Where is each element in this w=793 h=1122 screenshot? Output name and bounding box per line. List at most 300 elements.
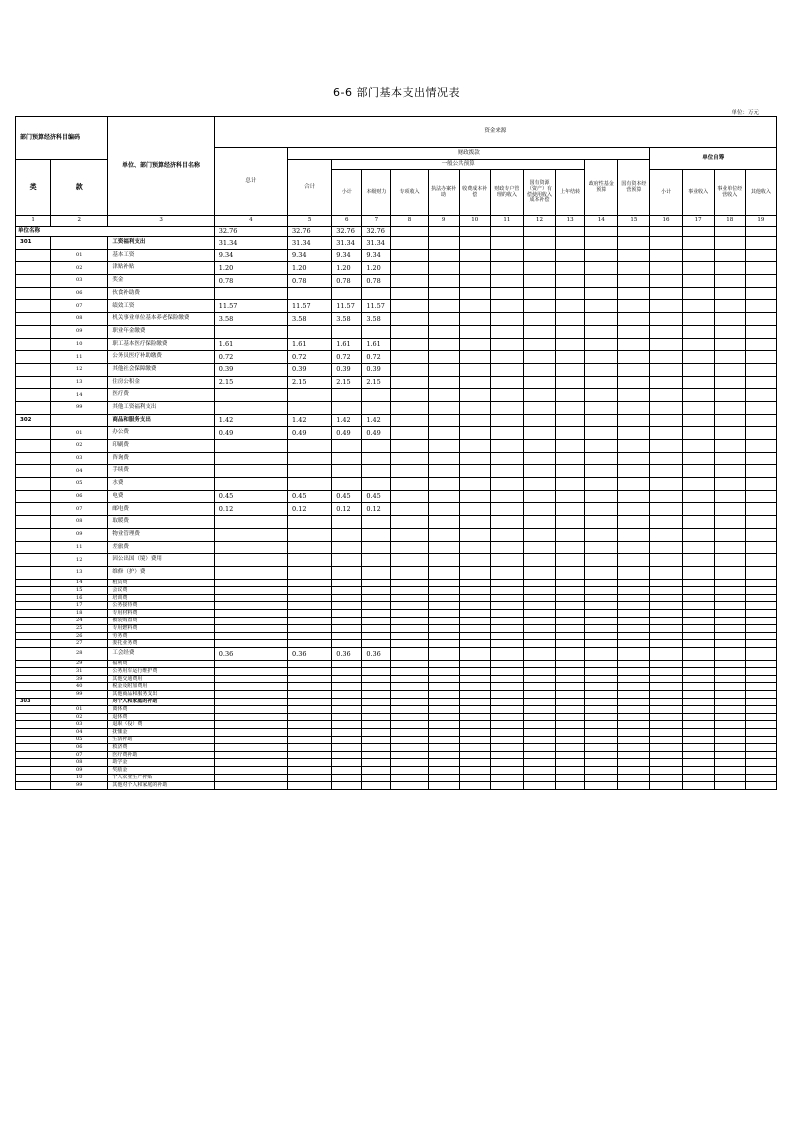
total-value bbox=[214, 683, 287, 691]
column-number: 6 bbox=[332, 216, 362, 227]
total-value: 31.34 bbox=[214, 237, 287, 250]
kuan-code: 14 bbox=[51, 579, 108, 587]
heji-value bbox=[288, 609, 332, 617]
benji-value: 9.34 bbox=[362, 249, 391, 262]
empty-cell bbox=[618, 262, 650, 275]
unit-xiaoji: 32.76 bbox=[332, 227, 362, 237]
empty-cell bbox=[523, 566, 555, 579]
table-row bbox=[16, 706, 777, 714]
item-name: 租赁费 bbox=[108, 579, 214, 587]
empty-cell bbox=[428, 587, 459, 595]
empty-cell bbox=[391, 262, 428, 275]
empty-cell bbox=[459, 503, 490, 516]
heji-value bbox=[288, 713, 332, 721]
empty-cell bbox=[618, 503, 650, 516]
empty-cell bbox=[585, 617, 618, 625]
kuan-code: 18 bbox=[51, 609, 108, 617]
empty-cell bbox=[523, 728, 555, 736]
table-row bbox=[16, 640, 777, 648]
kuan-code: 17 bbox=[51, 602, 108, 610]
empty-cell bbox=[714, 313, 745, 326]
empty-cell bbox=[585, 609, 618, 617]
xiaoji-value bbox=[332, 452, 362, 465]
table-row bbox=[16, 389, 777, 402]
empty-cell bbox=[428, 262, 459, 275]
empty-cell bbox=[523, 528, 555, 541]
heji-value bbox=[288, 736, 332, 744]
lei-code bbox=[16, 602, 51, 610]
xiaoji-value bbox=[332, 602, 362, 610]
total-value bbox=[214, 617, 287, 625]
total-value bbox=[214, 744, 287, 752]
column-number: 11 bbox=[490, 216, 523, 227]
empty-cell bbox=[556, 528, 585, 541]
total-value bbox=[214, 440, 287, 453]
empty-cell bbox=[714, 490, 745, 503]
empty-cell bbox=[585, 376, 618, 389]
empty-cell bbox=[650, 617, 682, 625]
heji-value bbox=[288, 782, 332, 790]
empty-cell bbox=[585, 647, 618, 660]
empty-cell bbox=[714, 751, 745, 759]
empty-cell bbox=[490, 516, 523, 529]
lei-code bbox=[16, 668, 51, 676]
empty-cell bbox=[745, 262, 776, 275]
benji-value bbox=[362, 632, 391, 640]
xiaoji-value bbox=[332, 640, 362, 648]
heji-value bbox=[288, 698, 332, 706]
empty-cell bbox=[745, 782, 776, 790]
header-fiscal: 财政拨款 bbox=[288, 148, 650, 160]
empty-cell bbox=[650, 325, 682, 338]
heji-value bbox=[288, 465, 332, 478]
empty-cell bbox=[459, 617, 490, 625]
item-name: 离休费 bbox=[108, 706, 214, 714]
item-name: 其他交通费用 bbox=[108, 675, 214, 683]
table-row bbox=[16, 313, 777, 326]
empty-cell bbox=[745, 541, 776, 554]
empty-cell bbox=[650, 237, 682, 250]
header-zhifa: 执法办案补助 bbox=[428, 170, 459, 216]
empty-cell bbox=[459, 782, 490, 790]
empty-cell bbox=[745, 774, 776, 782]
table-row bbox=[16, 452, 777, 465]
empty-cell bbox=[428, 541, 459, 554]
heji-value bbox=[288, 706, 332, 714]
empty-cell bbox=[428, 579, 459, 587]
heji-value: 0.36 bbox=[288, 647, 332, 660]
empty-cell bbox=[618, 698, 650, 706]
empty-cell bbox=[745, 452, 776, 465]
heji-value bbox=[288, 660, 332, 668]
empty-cell bbox=[556, 744, 585, 752]
kuan-code: 29 bbox=[51, 660, 108, 668]
total-value: 2.15 bbox=[214, 376, 287, 389]
empty-cell bbox=[682, 706, 714, 714]
empty-cell bbox=[714, 325, 745, 338]
total-value: 0.12 bbox=[214, 503, 287, 516]
item-name: 公务员医疗补助缴费 bbox=[108, 351, 214, 364]
xiaoji-value: 31.34 bbox=[332, 237, 362, 250]
empty-cell bbox=[682, 751, 714, 759]
empty-cell bbox=[714, 706, 745, 714]
empty-cell bbox=[745, 566, 776, 579]
heji-value bbox=[288, 602, 332, 610]
empty-cell bbox=[682, 587, 714, 595]
empty-cell bbox=[650, 736, 682, 744]
empty-cell bbox=[490, 617, 523, 625]
empty-cell bbox=[490, 632, 523, 640]
item-name: 绩效工资 bbox=[108, 300, 214, 313]
empty-cell bbox=[618, 275, 650, 288]
item-name: 助学金 bbox=[108, 759, 214, 767]
empty-cell bbox=[745, 440, 776, 453]
header-kuan: 款 bbox=[51, 160, 108, 216]
empty-cell bbox=[459, 566, 490, 579]
benji-value bbox=[362, 617, 391, 625]
xiaoji-value bbox=[332, 721, 362, 729]
empty-cell bbox=[714, 632, 745, 640]
empty-cell bbox=[618, 452, 650, 465]
empty-cell bbox=[745, 683, 776, 691]
empty-cell bbox=[391, 617, 428, 625]
empty-cell bbox=[391, 706, 428, 714]
xiaoji-value bbox=[332, 389, 362, 402]
empty-cell bbox=[585, 300, 618, 313]
total-value bbox=[214, 625, 287, 633]
item-name: 抚恤金 bbox=[108, 728, 214, 736]
empty-cell bbox=[490, 376, 523, 389]
heji-value: 0.45 bbox=[288, 490, 332, 503]
empty-cell bbox=[459, 389, 490, 402]
empty-cell bbox=[556, 706, 585, 714]
empty-cell bbox=[428, 300, 459, 313]
empty-cell bbox=[714, 478, 745, 491]
empty-cell bbox=[459, 579, 490, 587]
item-name: 税金及附加费用 bbox=[108, 683, 214, 691]
xiaoji-value bbox=[332, 668, 362, 676]
empty-cell bbox=[714, 566, 745, 579]
empty-cell bbox=[556, 389, 585, 402]
empty-cell bbox=[459, 338, 490, 351]
xiaoji-value: 1.20 bbox=[332, 262, 362, 275]
empty-cell bbox=[650, 675, 682, 683]
empty-cell bbox=[428, 640, 459, 648]
header-xiaoji2: 小计 bbox=[650, 170, 682, 216]
table-row bbox=[16, 325, 777, 338]
empty-cell bbox=[523, 313, 555, 326]
empty-cell bbox=[682, 744, 714, 752]
table-row bbox=[16, 300, 777, 313]
kuan-code: 08 bbox=[51, 759, 108, 767]
empty-cell bbox=[618, 744, 650, 752]
empty-cell bbox=[523, 427, 555, 440]
empty-cell bbox=[428, 503, 459, 516]
empty-cell bbox=[714, 640, 745, 648]
empty-cell bbox=[556, 690, 585, 698]
table-row bbox=[16, 249, 777, 262]
empty-cell bbox=[391, 503, 428, 516]
heji-value: 31.34 bbox=[288, 237, 332, 250]
empty-cell bbox=[745, 736, 776, 744]
lei-code bbox=[16, 528, 51, 541]
empty-cell bbox=[523, 698, 555, 706]
total-value bbox=[214, 774, 287, 782]
empty-cell bbox=[523, 774, 555, 782]
empty-cell bbox=[714, 625, 745, 633]
empty-cell bbox=[714, 237, 745, 250]
empty-cell bbox=[391, 414, 428, 427]
empty-cell bbox=[618, 609, 650, 617]
lei-code bbox=[16, 351, 51, 364]
kuan-code: 02 bbox=[51, 713, 108, 721]
empty-cell bbox=[428, 249, 459, 262]
empty-cell bbox=[391, 528, 428, 541]
empty-cell bbox=[490, 698, 523, 706]
empty-cell bbox=[523, 668, 555, 676]
xiaoji-value: 0.36 bbox=[332, 647, 362, 660]
empty-cell bbox=[714, 363, 745, 376]
empty-cell bbox=[428, 338, 459, 351]
benji-value bbox=[362, 609, 391, 617]
kuan-code: 09 bbox=[51, 766, 108, 774]
benji-value bbox=[362, 541, 391, 554]
empty-cell bbox=[650, 249, 682, 262]
empty-cell bbox=[459, 675, 490, 683]
empty-cell bbox=[585, 516, 618, 529]
empty-cell bbox=[745, 313, 776, 326]
heji-value bbox=[288, 478, 332, 491]
benji-value bbox=[362, 594, 391, 602]
empty-cell bbox=[745, 721, 776, 729]
empty-cell bbox=[682, 275, 714, 288]
empty-cell bbox=[585, 262, 618, 275]
empty-cell bbox=[714, 594, 745, 602]
xiaoji-value bbox=[332, 617, 362, 625]
kuan-code: 12 bbox=[51, 554, 108, 567]
heji-value bbox=[288, 401, 332, 414]
total-value bbox=[214, 602, 287, 610]
heji-value: 1.42 bbox=[288, 414, 332, 427]
empty-cell bbox=[556, 566, 585, 579]
empty-cell bbox=[523, 609, 555, 617]
total-value bbox=[214, 690, 287, 698]
unit-heji: 32.76 bbox=[288, 227, 332, 237]
lei-code: 301 bbox=[16, 237, 51, 250]
total-value bbox=[214, 660, 287, 668]
kuan-code: 13 bbox=[51, 566, 108, 579]
kuan-code: 09 bbox=[51, 325, 108, 338]
empty-cell bbox=[745, 647, 776, 660]
total-value bbox=[214, 698, 287, 706]
empty-cell bbox=[428, 452, 459, 465]
heji-value bbox=[288, 389, 332, 402]
empty-cell bbox=[745, 275, 776, 288]
empty-cell bbox=[556, 713, 585, 721]
empty-cell bbox=[391, 609, 428, 617]
empty-cell bbox=[459, 237, 490, 250]
empty-cell bbox=[714, 744, 745, 752]
empty-cell bbox=[428, 566, 459, 579]
empty-cell bbox=[650, 690, 682, 698]
kuan-code: 02 bbox=[51, 440, 108, 453]
empty-cell bbox=[391, 465, 428, 478]
expenditure-table bbox=[15, 116, 777, 790]
benji-value bbox=[362, 566, 391, 579]
empty-cell bbox=[428, 313, 459, 326]
table-row bbox=[16, 541, 777, 554]
empty-cell bbox=[523, 721, 555, 729]
total-value bbox=[214, 554, 287, 567]
empty-cell bbox=[745, 690, 776, 698]
benji-value: 11.57 bbox=[362, 300, 391, 313]
item-name: 其他对个人和家庭的补助 bbox=[108, 782, 214, 790]
empty-cell bbox=[585, 503, 618, 516]
empty-cell bbox=[714, 414, 745, 427]
empty-cell bbox=[682, 452, 714, 465]
total-value bbox=[214, 751, 287, 759]
heji-value bbox=[288, 721, 332, 729]
table-row bbox=[16, 698, 777, 706]
empty-cell bbox=[428, 351, 459, 364]
empty-cell bbox=[618, 683, 650, 691]
xiaoji-value bbox=[332, 759, 362, 767]
total-value bbox=[214, 528, 287, 541]
lei-code bbox=[16, 774, 51, 782]
total-value bbox=[214, 541, 287, 554]
empty-cell bbox=[459, 351, 490, 364]
lei-code bbox=[16, 721, 51, 729]
benji-value bbox=[362, 660, 391, 668]
xiaoji-value bbox=[332, 683, 362, 691]
empty-cell bbox=[391, 554, 428, 567]
empty-cell bbox=[585, 625, 618, 633]
empty-cell bbox=[523, 713, 555, 721]
empty-cell bbox=[391, 338, 428, 351]
empty-cell bbox=[490, 363, 523, 376]
empty-cell bbox=[391, 782, 428, 790]
heji-value bbox=[288, 541, 332, 554]
empty-cell bbox=[618, 249, 650, 262]
empty-cell bbox=[650, 427, 682, 440]
empty-cell bbox=[682, 660, 714, 668]
empty-cell bbox=[585, 414, 618, 427]
empty-cell bbox=[585, 528, 618, 541]
kuan-code: 04 bbox=[51, 465, 108, 478]
empty-cell bbox=[618, 389, 650, 402]
kuan-code: 13 bbox=[51, 376, 108, 389]
empty-cell bbox=[745, 338, 776, 351]
empty-cell bbox=[714, 401, 745, 414]
kuan-code: 99 bbox=[51, 690, 108, 698]
empty-cell bbox=[459, 668, 490, 676]
empty-cell bbox=[459, 249, 490, 262]
empty-cell bbox=[714, 668, 745, 676]
empty-cell bbox=[745, 325, 776, 338]
xiaoji-value bbox=[332, 325, 362, 338]
empty-cell bbox=[556, 275, 585, 288]
table-row bbox=[16, 751, 777, 759]
empty-cell bbox=[618, 414, 650, 427]
empty-cell bbox=[391, 683, 428, 691]
heji-value: 9.34 bbox=[288, 249, 332, 262]
heji-value bbox=[288, 287, 332, 300]
empty-cell bbox=[650, 609, 682, 617]
empty-cell bbox=[682, 465, 714, 478]
empty-cell bbox=[618, 541, 650, 554]
empty-cell bbox=[585, 782, 618, 790]
empty-cell bbox=[618, 782, 650, 790]
header-qita: 其他收入 bbox=[745, 170, 776, 216]
empty-cell bbox=[618, 766, 650, 774]
benji-value bbox=[362, 698, 391, 706]
empty-cell bbox=[650, 401, 682, 414]
kuan-code: 40 bbox=[51, 683, 108, 691]
empty-cell bbox=[682, 262, 714, 275]
empty-cell bbox=[459, 736, 490, 744]
empty-cell bbox=[650, 363, 682, 376]
empty-cell bbox=[650, 602, 682, 610]
empty-cell bbox=[428, 751, 459, 759]
column-number: 18 bbox=[714, 216, 745, 227]
empty-cell bbox=[618, 528, 650, 541]
benji-value bbox=[362, 675, 391, 683]
empty-cell bbox=[682, 401, 714, 414]
table-row bbox=[16, 516, 777, 529]
empty-cell bbox=[459, 587, 490, 595]
benji-value: 0.49 bbox=[362, 427, 391, 440]
empty-cell bbox=[682, 566, 714, 579]
empty-cell bbox=[490, 706, 523, 714]
empty-cell bbox=[428, 440, 459, 453]
empty-cell bbox=[428, 660, 459, 668]
empty-cell bbox=[556, 766, 585, 774]
benji-value bbox=[362, 766, 391, 774]
empty-cell bbox=[490, 602, 523, 610]
empty-cell bbox=[428, 465, 459, 478]
kuan-code: 05 bbox=[51, 478, 108, 491]
empty-cell bbox=[459, 640, 490, 648]
lei-code bbox=[16, 503, 51, 516]
lei-code: 302 bbox=[16, 414, 51, 427]
kuan-code: 27 bbox=[51, 640, 108, 648]
empty-cell bbox=[618, 427, 650, 440]
empty-cell bbox=[490, 554, 523, 567]
empty-cell bbox=[523, 440, 555, 453]
table-row bbox=[16, 744, 777, 752]
empty-cell bbox=[585, 566, 618, 579]
table-row bbox=[16, 275, 777, 288]
benji-value: 2.15 bbox=[362, 376, 391, 389]
empty-cell bbox=[556, 300, 585, 313]
empty-cell bbox=[714, 698, 745, 706]
empty-cell bbox=[556, 683, 585, 691]
lei-code bbox=[16, 376, 51, 389]
xiaoji-value bbox=[332, 766, 362, 774]
lei-code bbox=[16, 640, 51, 648]
empty-cell bbox=[618, 351, 650, 364]
item-name: 医疗费补助 bbox=[108, 751, 214, 759]
empty-cell bbox=[650, 541, 682, 554]
empty-cell bbox=[391, 647, 428, 660]
heji-value bbox=[288, 566, 332, 579]
empty-cell bbox=[745, 351, 776, 364]
empty-cell bbox=[459, 774, 490, 782]
empty-cell bbox=[490, 721, 523, 729]
lei-code bbox=[16, 313, 51, 326]
empty-cell bbox=[650, 721, 682, 729]
empty-cell bbox=[682, 690, 714, 698]
